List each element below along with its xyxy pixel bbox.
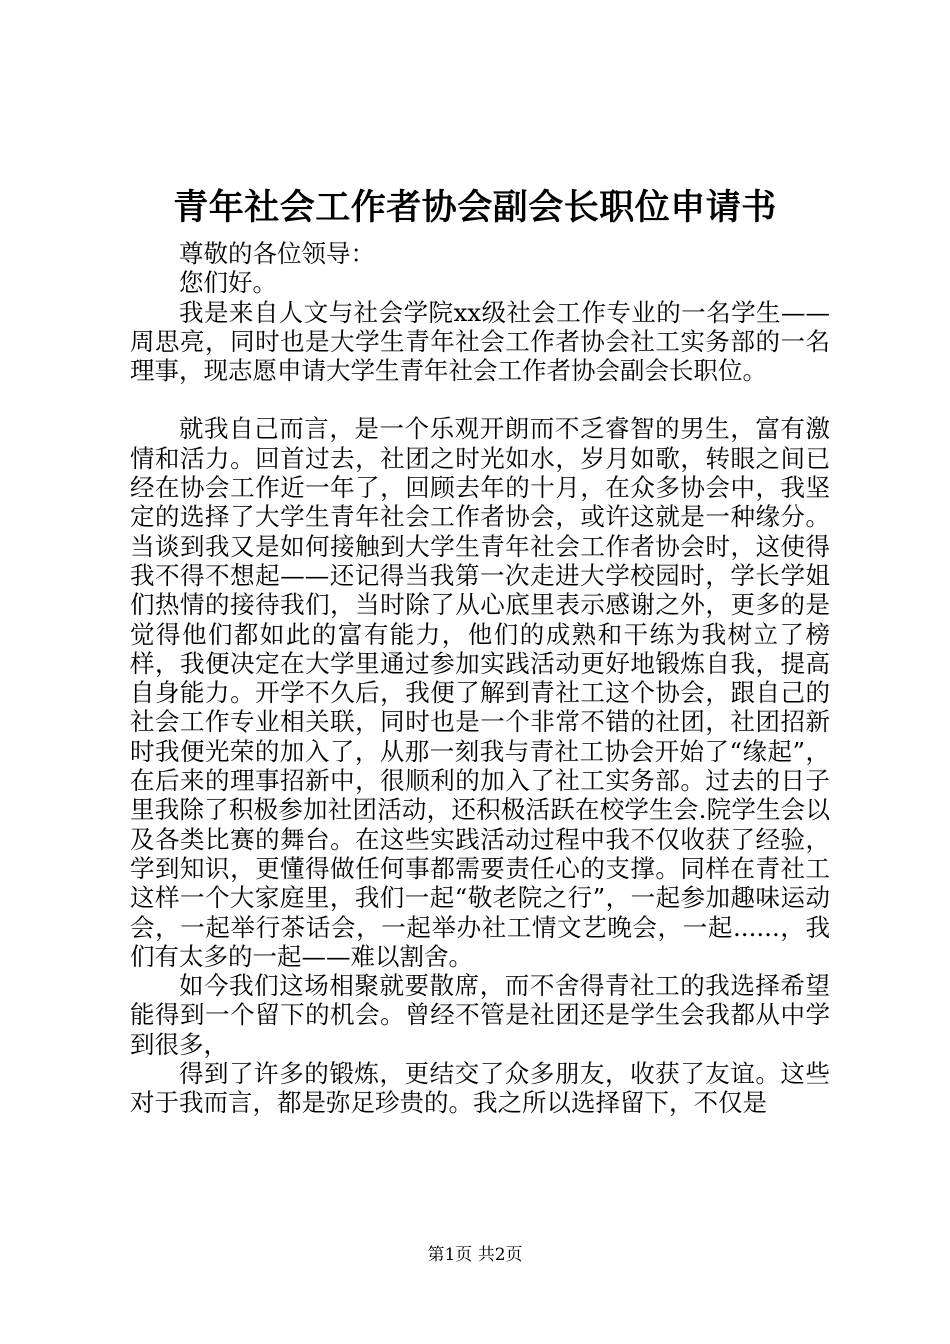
document-body [130,239,830,1118]
document-title: 青年社会工作者协会副会长职位申请书 [173,187,777,228]
greeting: 您们好。 [179,268,277,298]
paragraph-reunion: 如今我们这场相聚就要散席，而不舍得青社工的我选择希望能得到一个留下的机会。曾经不管是社团还是学生会我都从中学到很多， [130,971,830,1059]
paragraph-gains: 得到了许多的锻炼，更结交了众多朋友，收获了友谊。这些对于我而言，都是弥足珍贵的。我之所以选择留下，不仅是 [130,1059,830,1118]
paragraph-introduction: 我是来自人文与社会学院xx级社会工作专业的一名学生——周思亮，同时也是大学生青年社会工作者协会社工实务部的一名理事，现志愿申请大学生青年社会工作者协会副会长职位。 [130,297,830,386]
paragraph-self-description: 就我自己而言，是一个乐观开朗而不乏睿智的男生，富有激情和活力。回首过去，社团之时光如水，岁月如歌，转眼之间已经在协会工作近一年了，回顾去年的十月，在众多协会中，我坚定的选择了大学生青年社会工作者协会，或许这就是一种缘分。当谈到我又是如何接触到大学生青年社会工作者协会时，这使得我不得不想起——还记得当我第一次走进大学校园时，学长学姐们热情的接待我们，当时除了从心底里表示感谢之外，更多的是觉得他们都如此的富有能力，他们的成熟和干练为我树立了榜样，我便决定在大学里通过参加实践活动更好地锻炼自我，提高自身能力。开学不久后，我便了解到青社工这个协会，跟自己的社会工作专业相关联，同时也是一个非常不错的社团，社团招新时我便光荣的加入了，从那一刻我与青社工协会开始了“缘起”，在后来的理事招新中，很顺利的加入了社工实务部。过去的日子里我除了积极参加社团活动，还积极活跃在校学生会.院学生会以及各类比赛的舞台。在这些实践活动过程中我不仅收获了经验，学到知识，更懂得做任何事都需要责任心的支撑。同样在青社工这样一个大家庭里，我们一起“敬老院之行”，一起参加趣味运动会，一起举行茶话会，一起举办社工情文艺晚会，一起......，我们有太多的一起——难以割舍。 [130,414,830,971]
page-footer: 第1页 共2页 [427,1245,523,1265]
salutation: 尊敬的各位领导： [179,239,375,268]
